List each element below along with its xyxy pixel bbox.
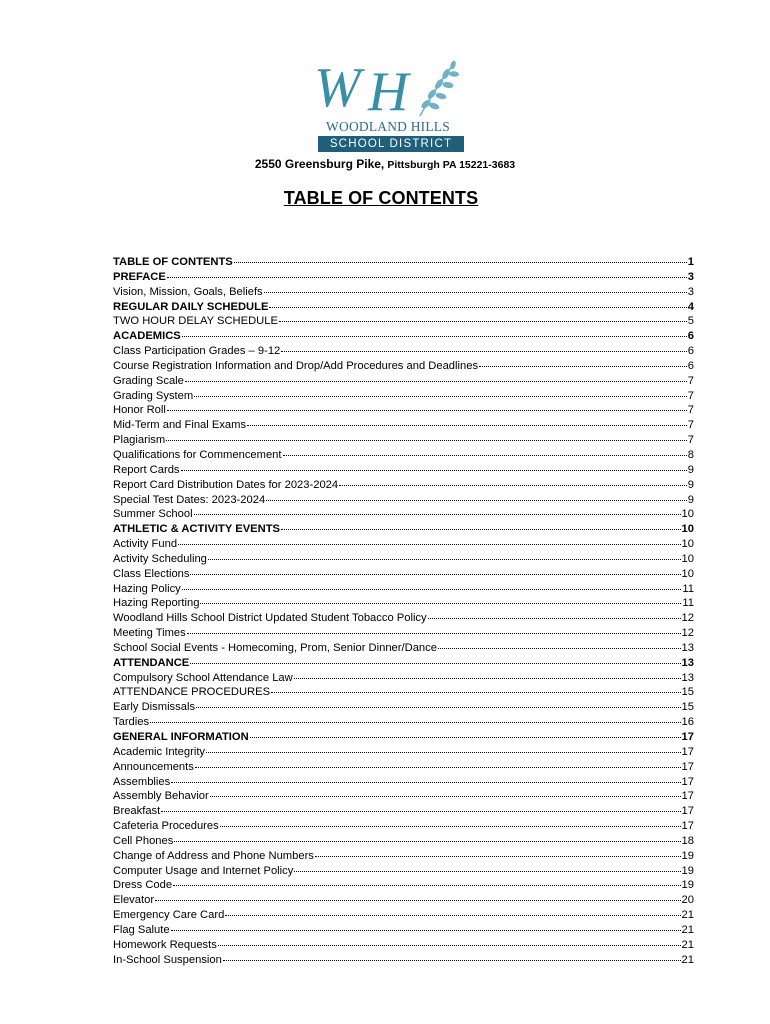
toc-entry[interactable] [113, 864, 694, 879]
toc-entry-page: 17 [681, 731, 694, 743]
toc-entry-title: Mid-Term and Final Exams [113, 419, 247, 432]
toc-entry-page: 15 [681, 686, 694, 699]
toc-entry-page: 7 [687, 374, 694, 387]
toc-entry[interactable] [113, 908, 694, 923]
toc-entry[interactable] [113, 730, 694, 745]
toc-entry-title: Course Registration Information and Drop/Add Procedures and Deadlines [113, 359, 479, 372]
toc-entry-title: ATTENDANCE PROCEDURES [113, 686, 271, 699]
toc-entry-title: Hazing Reporting [113, 597, 200, 610]
toc-entry-page: 17 [681, 775, 694, 788]
toc-dot-leader [264, 284, 687, 293]
toc-entry[interactable] [113, 611, 694, 626]
toc-entry[interactable] [113, 923, 694, 938]
toc-entry-page: 7 [687, 389, 694, 402]
toc-entry[interactable] [113, 893, 694, 908]
toc-dot-leader [206, 744, 681, 753]
toc-entry-page: 1 [687, 256, 694, 268]
toc-entry-title: Class Elections [113, 567, 190, 580]
toc-dot-leader [208, 551, 681, 560]
toc-entry[interactable] [113, 849, 694, 864]
toc-entry-page: 6 [687, 330, 694, 343]
toc-dot-leader [210, 788, 681, 797]
toc-entry-page: 21 [681, 923, 694, 936]
toc-entry-title: Tardies [113, 716, 150, 729]
toc-dot-leader [185, 373, 687, 382]
toc-entry[interactable] [113, 314, 694, 329]
toc-entry-page: 20 [681, 894, 694, 907]
toc-entry-title: Class Participation Grades – 9-12 [113, 345, 281, 358]
toc-entry-page: 10 [681, 538, 694, 551]
toc-entry[interactable] [113, 582, 694, 597]
district-logo [312, 58, 464, 154]
toc-entry-page: 10 [681, 567, 694, 580]
logo-line-2: SCHOOL DISTRICT [318, 136, 464, 152]
toc-entry[interactable] [113, 418, 694, 433]
toc-entry[interactable] [113, 715, 694, 730]
toc-entry-title: Woodland Hills School District Updated Student Tobacco Policy [113, 612, 427, 625]
toc-entry-page: 7 [687, 434, 694, 447]
toc-entry-title: Flag Salute [113, 923, 170, 936]
toc-dot-leader [182, 581, 682, 590]
toc-entry[interactable] [113, 745, 694, 760]
toc-entry-page: 13 [681, 656, 694, 669]
toc-entry[interactable] [113, 878, 694, 893]
page-title: TABLE OF CONTENTS [283, 188, 479, 208]
toc-entry[interactable] [113, 685, 694, 700]
toc-entry-title: Plagiarism [113, 434, 166, 447]
toc-entry-page: 21 [681, 953, 694, 966]
toc-entry-page: 5 [687, 315, 694, 328]
toc-dot-leader [247, 417, 687, 426]
toc-dot-leader [171, 774, 680, 783]
toc-dot-leader [225, 907, 680, 916]
toc-entry-page: 19 [681, 849, 694, 862]
monogram-h: H [368, 61, 409, 120]
toc-dot-leader [190, 566, 680, 575]
toc-entry-page: 3 [687, 285, 694, 298]
toc-dot-leader [171, 922, 681, 931]
toc-entry[interactable] [113, 775, 694, 790]
toc-entry[interactable] [113, 789, 694, 804]
toc-entry-title: Activity Fund [113, 538, 178, 551]
toc-entry-page: 10 [681, 508, 694, 521]
toc-dot-leader [438, 640, 681, 649]
toc-entry-page: 10 [681, 523, 694, 536]
toc-entry-page: 7 [687, 419, 694, 432]
toc-entry-title: ATTENDANCE [113, 656, 190, 669]
toc-entry[interactable] [113, 671, 694, 686]
toc-entry-title: Grading Scale [113, 374, 184, 387]
toc-dot-leader [182, 328, 687, 337]
toc-dot-leader [200, 595, 681, 604]
toc-entry[interactable] [113, 300, 694, 315]
toc-entry[interactable] [113, 389, 694, 404]
wh-monogram-icon [312, 58, 464, 120]
toc-entry[interactable] [113, 656, 694, 671]
toc-dot-leader [234, 254, 687, 263]
toc-entry[interactable] [113, 596, 694, 611]
toc-entry[interactable] [113, 493, 694, 508]
toc-dot-leader [161, 803, 680, 812]
toc-entry[interactable] [113, 344, 694, 359]
toc-dot-leader [173, 877, 680, 886]
toc-entry-page: 13 [681, 641, 694, 654]
toc-dot-leader [167, 402, 687, 411]
toc-entry-page: 9 [687, 463, 694, 476]
toc-entry-page: 21 [681, 909, 694, 922]
toc-entry-title: Announcements [113, 760, 194, 773]
toc-entry-title: ACADEMICS [113, 330, 181, 343]
toc-entry-page: 9 [687, 478, 694, 491]
toc-entry-page: 16 [681, 716, 694, 729]
toc-entry[interactable] [113, 626, 694, 641]
toc-entry-title: REGULAR DAILY SCHEDULE [113, 300, 269, 313]
toc-dot-leader [281, 521, 681, 530]
toc-entry[interactable] [113, 700, 694, 715]
toc-entry-title: Compulsory School Attendance Law [113, 671, 293, 684]
toc-entry[interactable] [113, 567, 694, 582]
toc-dot-leader [174, 833, 680, 842]
toc-entry[interactable] [113, 552, 694, 567]
toc-entry-title: Cafeteria Procedures [113, 820, 219, 833]
toc-entry[interactable] [113, 507, 694, 522]
toc-dot-leader [167, 269, 687, 278]
toc-entry-page: 8 [687, 448, 694, 461]
toc-entry-title: Qualifications for Commencement [113, 448, 282, 461]
toc-dot-leader [339, 477, 687, 486]
toc-entry[interactable] [113, 329, 694, 344]
toc-dot-leader [294, 863, 680, 872]
toc-entry-title: ATHLETIC & ACTIVITY EVENTS [113, 523, 280, 536]
toc-entry-title: Change of Address and Phone Numbers [113, 849, 314, 862]
toc-entry[interactable] [113, 359, 694, 374]
toc-entry-title: Vision, Mission, Goals, Beliefs [113, 285, 263, 298]
toc-entry[interactable] [113, 285, 694, 300]
toc-dot-leader [283, 447, 687, 456]
toc-entry-title: PREFACE [113, 270, 166, 283]
toc-entry-title: Meeting Times [113, 627, 186, 640]
toc-entry[interactable] [113, 953, 694, 968]
toc-entry-title: Dress Code [113, 879, 173, 892]
toc-entry-page: 17 [681, 805, 694, 818]
toc-dot-leader [250, 729, 681, 738]
toc-entry-page: 18 [681, 834, 694, 847]
toc-entry[interactable] [113, 448, 694, 463]
toc-entry-page: 15 [681, 701, 694, 714]
toc-entry-title: Report Card Distribution Dates for 2023-2024 [113, 478, 339, 491]
toc-entry-title: Assemblies [113, 775, 171, 788]
toc-entry-title: Elevator [113, 894, 155, 907]
toc-entry-title: Summer School [113, 508, 193, 521]
toc-dot-leader [195, 759, 681, 768]
toc-entry[interactable] [113, 522, 694, 537]
address-city: Pittsburgh PA 15221-3683 [387, 159, 516, 171]
toc-dot-leader [181, 462, 687, 471]
toc-entry-title: School Social Events - Homecoming, Prom, Senior Dinner/Dance [113, 641, 437, 654]
toc-entry-title: TWO HOUR DELAY SCHEDULE [113, 315, 278, 328]
toc-dot-leader [150, 714, 680, 723]
toc-entry-title: In-School Suspension [113, 953, 222, 966]
toc-entry-title: Academic Integrity [113, 745, 206, 758]
toc-dot-leader [194, 388, 687, 397]
toc-entry-title: TABLE OF CONTENTS [113, 256, 233, 268]
toc-dot-leader [218, 937, 681, 946]
toc-entry[interactable] [113, 270, 694, 285]
toc-entry[interactable] [113, 374, 694, 389]
monogram-w: W [314, 58, 361, 119]
toc-entry-page: 17 [681, 790, 694, 803]
toc-entry-page: 10 [681, 552, 694, 565]
toc-entry-title: Grading System [113, 389, 194, 402]
toc-entry-title: Homework Requests [113, 938, 217, 951]
toc-entry-title: Breakfast [113, 805, 161, 818]
toc-entry-page: 17 [681, 745, 694, 758]
toc-entry[interactable] [113, 478, 694, 493]
toc-entry-page: 12 [681, 612, 694, 625]
toc-dot-leader [155, 892, 681, 901]
toc-entry[interactable] [113, 255, 694, 270]
toc-entry-page: 19 [681, 879, 694, 892]
toc-entry-title: Special Test Dates: 2023-2024 [113, 493, 266, 506]
toc-entry-page: 9 [687, 493, 694, 506]
toc-entry-page: 17 [681, 760, 694, 773]
toc-entry-page: 11 [682, 597, 694, 610]
logo-line-1: WOODLAND HILLS [326, 119, 450, 134]
toc-entry-title: GENERAL INFORMATION [113, 731, 249, 743]
toc-dot-leader [479, 358, 687, 367]
toc-entry-title: Assembly Behavior [113, 790, 209, 803]
toc-dot-leader [315, 848, 681, 857]
toc-entry-page: 13 [681, 671, 694, 684]
toc-dot-leader [271, 684, 680, 693]
toc-entry-title: Hazing Policy [113, 582, 181, 595]
toc-dot-leader [187, 625, 681, 634]
toc-entry[interactable] [113, 819, 694, 834]
toc-dot-leader [194, 506, 681, 515]
toc-entry-page: 11 [682, 582, 694, 595]
table-of-contents [113, 255, 694, 968]
toc-entry-title: Report Cards [113, 463, 180, 476]
toc-entry[interactable] [113, 760, 694, 775]
toc-entry-page: 6 [687, 345, 694, 358]
toc-dot-leader [294, 670, 681, 679]
laurel-icon [420, 61, 459, 116]
toc-entry[interactable] [113, 938, 694, 953]
toc-dot-leader [196, 699, 680, 708]
toc-entry[interactable] [113, 834, 694, 849]
toc-entry-title: Early Dismissals [113, 701, 196, 714]
toc-entry[interactable] [113, 403, 694, 418]
toc-entry-title: Honor Roll [113, 404, 166, 417]
address-street: 2550 Greensburg Pike, [254, 157, 385, 171]
toc-entry[interactable] [113, 804, 694, 819]
toc-entry-page: 17 [681, 820, 694, 833]
toc-entry[interactable] [113, 433, 694, 448]
toc-dot-leader [281, 343, 686, 352]
toc-dot-leader [190, 655, 680, 664]
toc-dot-leader [166, 432, 687, 441]
toc-entry[interactable] [113, 463, 694, 478]
toc-entry-page: 19 [681, 864, 694, 877]
toc-dot-leader [279, 313, 687, 322]
district-address [0, 157, 770, 171]
toc-entry-title: Emergency Care Card [113, 909, 225, 922]
toc-entry-page: 7 [687, 404, 694, 417]
toc-entry-page: 3 [687, 270, 694, 283]
toc-entry-title: Computer Usage and Internet Policy [113, 864, 294, 877]
toc-dot-leader [269, 299, 686, 308]
toc-entry-page: 6 [687, 359, 694, 372]
toc-entry-page: 12 [681, 627, 694, 640]
toc-entry-title: Activity Scheduling [113, 552, 207, 565]
toc-entry-page: 4 [687, 300, 694, 313]
toc-dot-leader [223, 952, 681, 961]
toc-dot-leader [220, 818, 681, 827]
toc-entry-title: Cell Phones [113, 834, 174, 847]
toc-dot-leader [428, 610, 681, 619]
toc-entry[interactable] [113, 537, 694, 552]
toc-entry-page: 21 [681, 938, 694, 951]
toc-dot-leader [266, 492, 687, 501]
toc-dot-leader [178, 536, 681, 545]
toc-entry[interactable] [113, 641, 694, 656]
